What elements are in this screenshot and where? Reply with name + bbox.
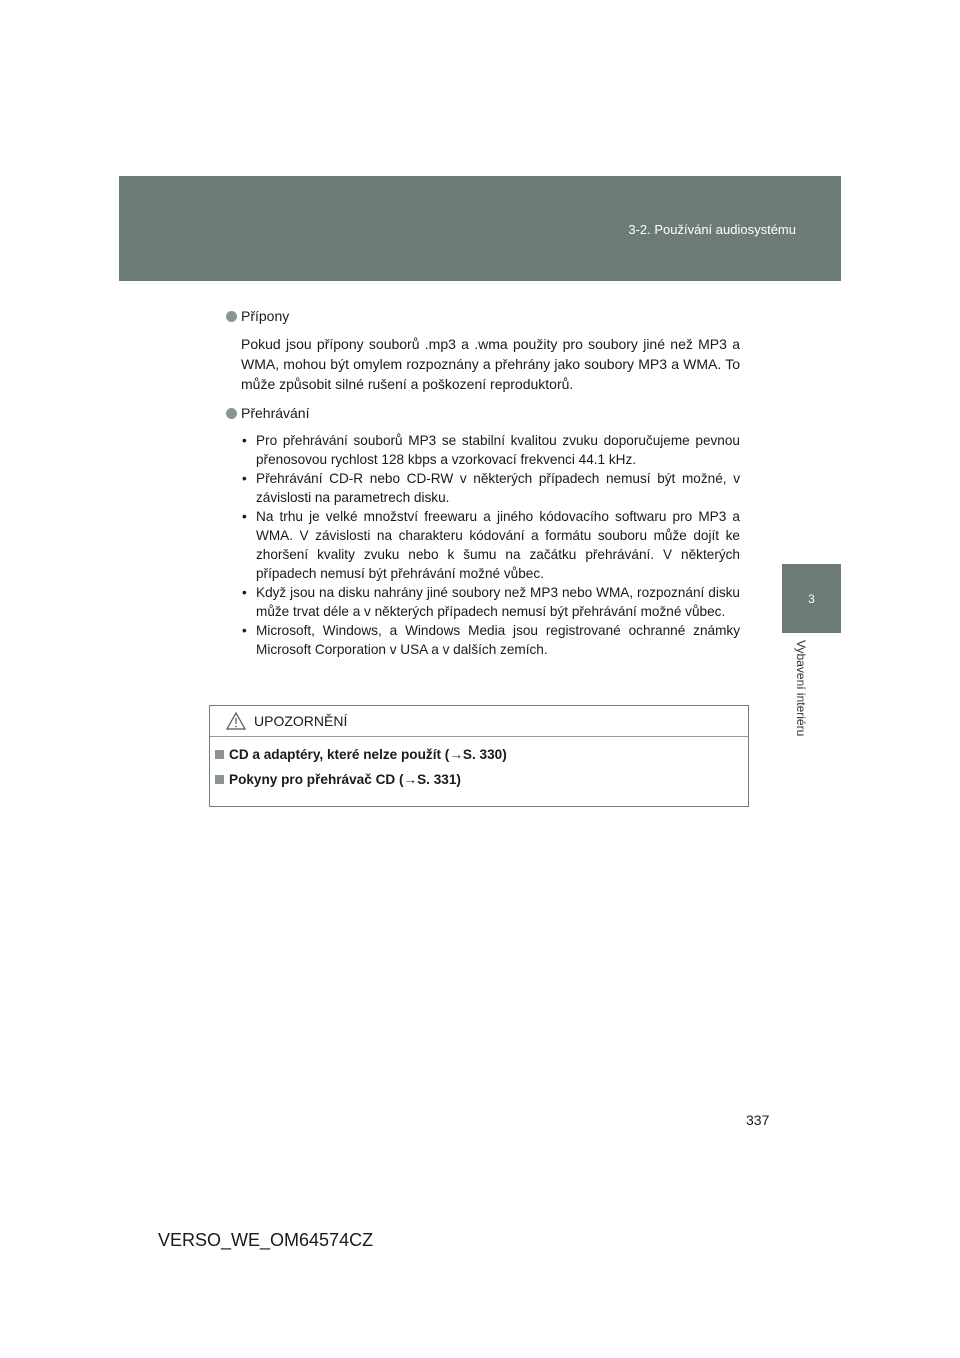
list-item: • Pro přehrávání souborů MP3 se stabilní kvalitou zvuku doporučujeme pevnou přenosovou rychlost 128 kbps a vzorkovací frekvenci 44.1 kHz.: [241, 431, 740, 469]
circle-bullet-icon: [226, 408, 237, 419]
bullet-list: [241, 431, 740, 659]
page-number: 337: [746, 1112, 770, 1128]
warning-item-text: Pokyny pro přehrávač CD (→S. 331): [229, 772, 461, 787]
list-item: • Když jsou na disku nahrány jiné soubory než MP3 nebo WMA, rozpoznání disku může trvat déle a v některých případech nemusí být přehrávání možné vůbec.: [241, 583, 740, 621]
section-title: 3-2. Používání audiosystému: [628, 222, 796, 237]
square-bullet-icon: [215, 775, 224, 784]
warning-link-item[interactable]: [210, 747, 748, 762]
section-heading: [226, 403, 740, 423]
list-item: • Microsoft, Windows, a Windows Media jsou registrované ochranné známky Microsoft Corporation v USA a v dalších zemích.: [241, 621, 740, 659]
list-item: • Přehrávání CD-R nebo CD-RW v některých případech nemusí být možné, v závislosti na parametrech disku.: [241, 469, 740, 507]
header-band: [119, 176, 841, 281]
main-content: [226, 306, 740, 659]
circle-bullet-icon: [226, 311, 237, 322]
heading-text: Přípony: [241, 308, 290, 324]
warning-box: [209, 705, 749, 807]
section-heading: [226, 306, 740, 326]
document-code: VERSO_WE_OM64574CZ: [158, 1230, 374, 1250]
chapter-label: Vybavení interiéru: [794, 640, 808, 737]
warning-link-item[interactable]: [210, 772, 748, 787]
list-item: • Na trhu je velké množství freewaru a jiného kódovacího softwaru pro MP3 a WMA. V závislosti na charakteru kódování a formátu souboru může dojít ke zhoršení kvality zvuku nebo k šumu na začátku přehrávání. V některých případech nemusí být přehrávání možné vůbec.: [241, 507, 740, 583]
warning-header: [210, 706, 748, 737]
chapter-number: 3: [808, 591, 815, 606]
warning-title: UPOZORNĚNÍ: [254, 713, 348, 729]
paragraph: Pokud jsou přípony souborů .mp3 a .wma použity pro soubory jiné než MP3 a WMA, mohou být omylem rozpoznány a přehrány jako soubory MP3 a WMA. To může způsobit silné rušení a poškození reproduktorů.: [241, 336, 740, 392]
heading-text: Přehrávání: [241, 405, 310, 421]
chapter-tab: [782, 564, 841, 633]
warning-item-text: CD a adaptéry, které nelze použít (→S. 330): [229, 747, 507, 762]
warning-triangle-icon: [226, 712, 246, 730]
square-bullet-icon: [215, 750, 224, 759]
